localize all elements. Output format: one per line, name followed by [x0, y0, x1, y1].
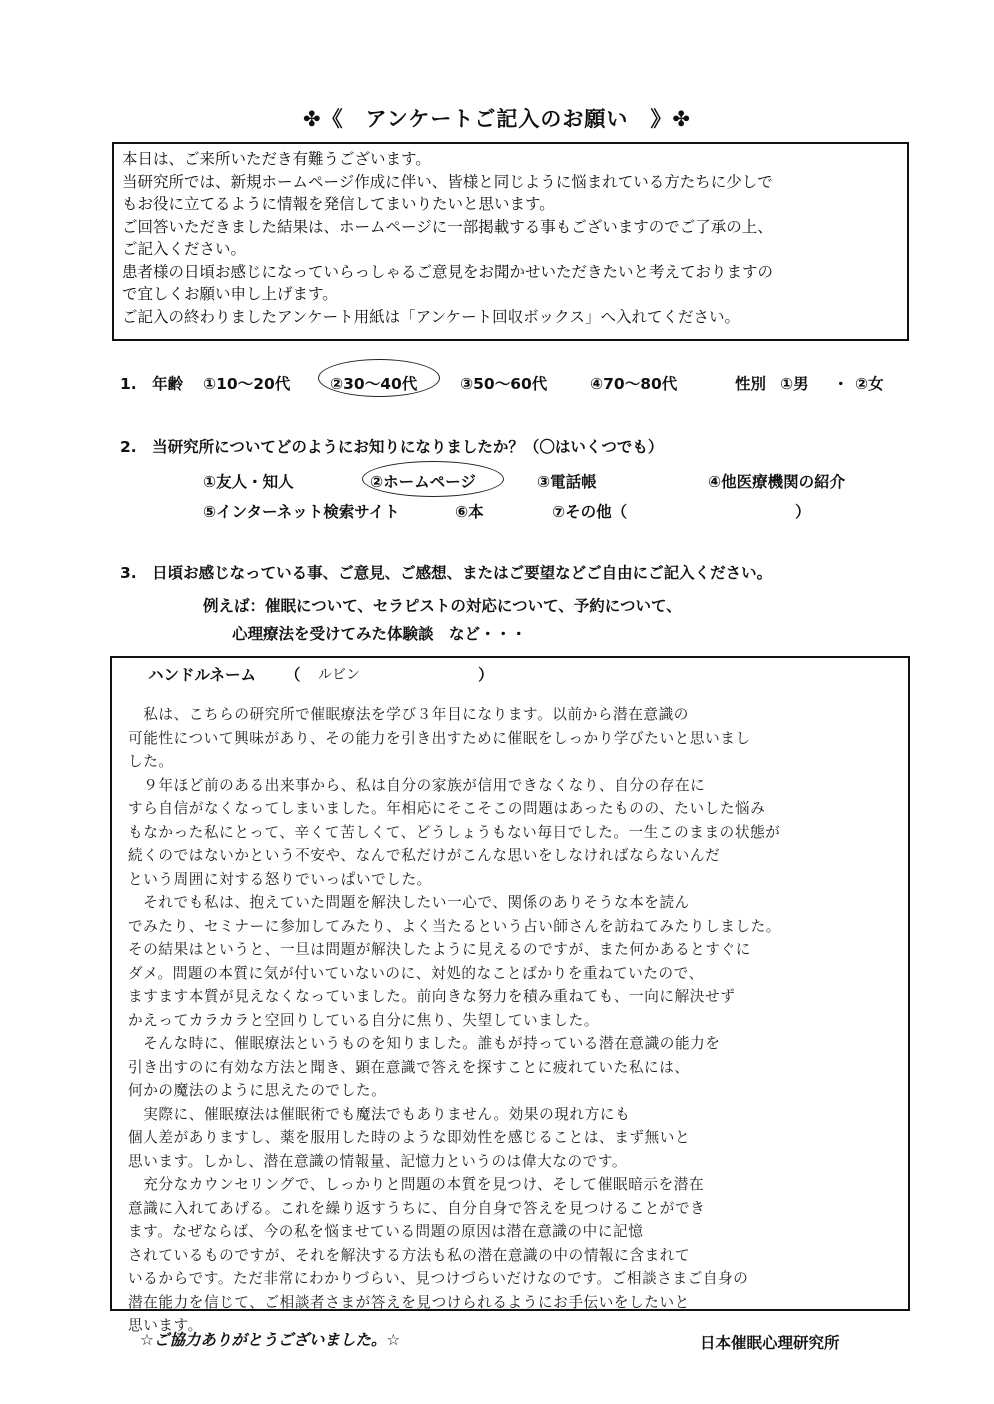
q2-option-book[interactable]: ⑥本 — [455, 503, 484, 521]
answer-line: かえってカラカラと空回りしている自分に焦り、失望していました。 — [128, 1011, 600, 1029]
answer-line: されているものですが、それを解決する方法も私の潜在意識の中の情報に含まれて — [128, 1246, 691, 1264]
q1-label: 1. 年齢 — [120, 375, 184, 393]
answer-line: いるからです。ただ非常にわかりづらい、見つけづらいだけなのです。ご相談さまご自身の — [128, 1270, 749, 1287]
answer-line: 続くのではないかという不安や、なんで私だけがこんな思いをしなければならないんだ — [128, 847, 721, 864]
q1-option-age-2[interactable]: ②30～40代 — [330, 375, 418, 393]
answer-line: その結果はというと、一旦は問題が解決したように見えるのですが、また何かあるとすぐに — [128, 941, 751, 958]
answer-line: 可能性について興味があり、その能力を引き出すために催眠をしっかり学びたいと思いまし — [128, 729, 751, 747]
q2-option-friend[interactable]: ①友人・知人 — [203, 473, 294, 491]
q2-option-homepage[interactable]: ②ホームページ — [370, 473, 476, 491]
answer-line: すら自信がなくなってしまいました。年相応にそこそこの問題はあったものの、たいした悩み — [128, 800, 766, 817]
q2-label: 2. 当研究所についてどのようにお知りになりましたか？（〇はいくつでも） — [120, 438, 664, 456]
answer-line: ９年ほど前のある出来事から、私は自分の家族が信用できなくなり、自分の存在に — [128, 776, 706, 794]
answer-line: 思います。 — [128, 1317, 203, 1334]
answer-line: 意識に入れてあげる。これを繰り返すうちに、自分自身で答えを見つけることができ — [128, 1199, 706, 1217]
answer-line: 引き出すのに有効な方法と聞き、顕在意識で答えを探すことに疲れていた私には、 — [128, 1058, 690, 1076]
intro-line: もお役に立てるように情報を発信してまいりたいと思います。 — [122, 195, 555, 213]
answer-line: でみたり、セミナーに参加してみたり、よく当たるという占い師さんを訪ねてみたりしました。 — [128, 917, 781, 935]
q2-option-other-close: ） — [795, 503, 811, 521]
q1-gender-label: 性別 — [735, 375, 767, 393]
q2-option-referral[interactable]: ④他医療機関の紹介 — [708, 473, 846, 491]
answer-line: した。 — [128, 753, 174, 770]
intro-line: 当研究所では、新規ホームページ作成に伴い、皆様と同じように悩まれている方たちに少しで — [122, 172, 773, 191]
answer-line: そんな時に、催眠療法というものを知りました。誰もが持っている潜在意識の能力を — [128, 1035, 721, 1052]
answer-line: それでも私は、抱えていた問題を解決したい一心で、関係のありそうな本を読ん — [128, 894, 690, 911]
q1-option-age-3[interactable]: ③50～60代 — [460, 375, 548, 393]
q1-option-age-4[interactable]: ④70～80代 — [590, 375, 678, 393]
q2-option-other[interactable]: ⑦その他（ — [552, 503, 628, 521]
intro-box — [112, 142, 909, 341]
answer-line: 充分なカウンセリングで、しっかりと問題の本質を見つけ、そして催眠暗示を潜在 — [128, 1176, 705, 1193]
handle-name-close-paren: ） — [478, 666, 494, 684]
q1-gender-female[interactable]: ②女 — [855, 375, 884, 393]
intro-line: ご回答いただきました結果は、ホームページに一部掲載する事もございますのでご了承の上、 — [122, 217, 773, 236]
answer-line: ますます本質が見えなくなっていました。前向きな努力を積み重ねても、一向に解決せず — [128, 988, 736, 1005]
intro-line: 本日は、ご来所いただき有難うございます。 — [122, 150, 431, 168]
q2-option-phonebook[interactable]: ③電話帳 — [537, 473, 597, 491]
answer-line: 実際に、催眠療法は催眠術でも魔法でもありません。効果の現れ方にも — [128, 1105, 631, 1123]
handle-name-label: ハンドルネーム — [148, 666, 257, 684]
page-title: ✤《 アンケートご記入のお願い 》✤ — [303, 107, 691, 131]
handwritten-answer — [128, 703, 908, 1338]
answer-line: 個人差がありますし、薬を服用した時のような即効性を感じることは、まず無いと — [128, 1129, 691, 1146]
q1-gender-male[interactable]: ①男 — [780, 375, 809, 393]
q2-option-search[interactable]: ⑤インターネット検索サイト — [203, 503, 400, 521]
footer-thanks: ☆ご協力ありがとうございました。☆ — [140, 1331, 401, 1349]
answer-line: ます。なぜならば、今の私を悩ませている問題の原因は潜在意識の中に記憶 — [128, 1223, 644, 1240]
intro-line: で宜しくお願い申し上げます。 — [122, 285, 338, 303]
answer-line: 潜在能力を信じて、ご相談者さまが答えを見つけられるようにお手伝いをしたいと — [128, 1293, 690, 1311]
intro-line: ご記入の終わりましたアンケート用紙は「アンケート回収ボックス」へ入れてください。 — [122, 307, 740, 326]
q3-label: 3. 日頃お感じなっている事、ご意見、ご感想、またはご要望などご自由にご記入ください。 — [120, 564, 773, 582]
selected-age-circle — [318, 359, 440, 397]
q3-example-2: 心理療法を受けてみた体験談 など・・・ — [232, 625, 527, 643]
intro-line: 患者様の日頃お感じになっていらっしゃるご意見をお聞かせいただきたいと考えておりますの — [122, 262, 774, 281]
intro-line: ご記入ください。 — [122, 240, 247, 258]
handle-name-value: ルビン — [318, 667, 360, 683]
answer-line: もなかった私にとって、辛くて苦しくて、どうしょうもない毎日でした。一生このままの状態が — [128, 823, 781, 841]
answer-line: 私は、こちらの研究所で催眠療法を学び３年目になります。以前から潜在意識の — [128, 706, 690, 723]
answer-line: 何かの魔法のように思えたのでした。 — [128, 1082, 387, 1099]
q3-example-1: 例えば：催眠について、セラピストの対応について、予約について、 — [203, 597, 682, 615]
answer-line: という周囲に対する怒りでいっぱいでした。 — [128, 870, 432, 888]
answer-line: 思います。しかし、潜在意識の情報量、記憶力というのは偉大なのです。 — [128, 1152, 628, 1170]
footer-organization: 日本催眠心理研究所 — [700, 1334, 840, 1352]
q1-option-age-1[interactable]: ①10～20代 — [203, 375, 291, 393]
answer-line: ダメ。問題の本質に気が付いていないのに、対処的なことばかりを重ねていたので、 — [128, 964, 704, 982]
handle-name-open-paren: （ — [285, 666, 301, 684]
selected-source-circle — [362, 461, 504, 497]
q1-gender-separator: ・ — [833, 375, 849, 393]
